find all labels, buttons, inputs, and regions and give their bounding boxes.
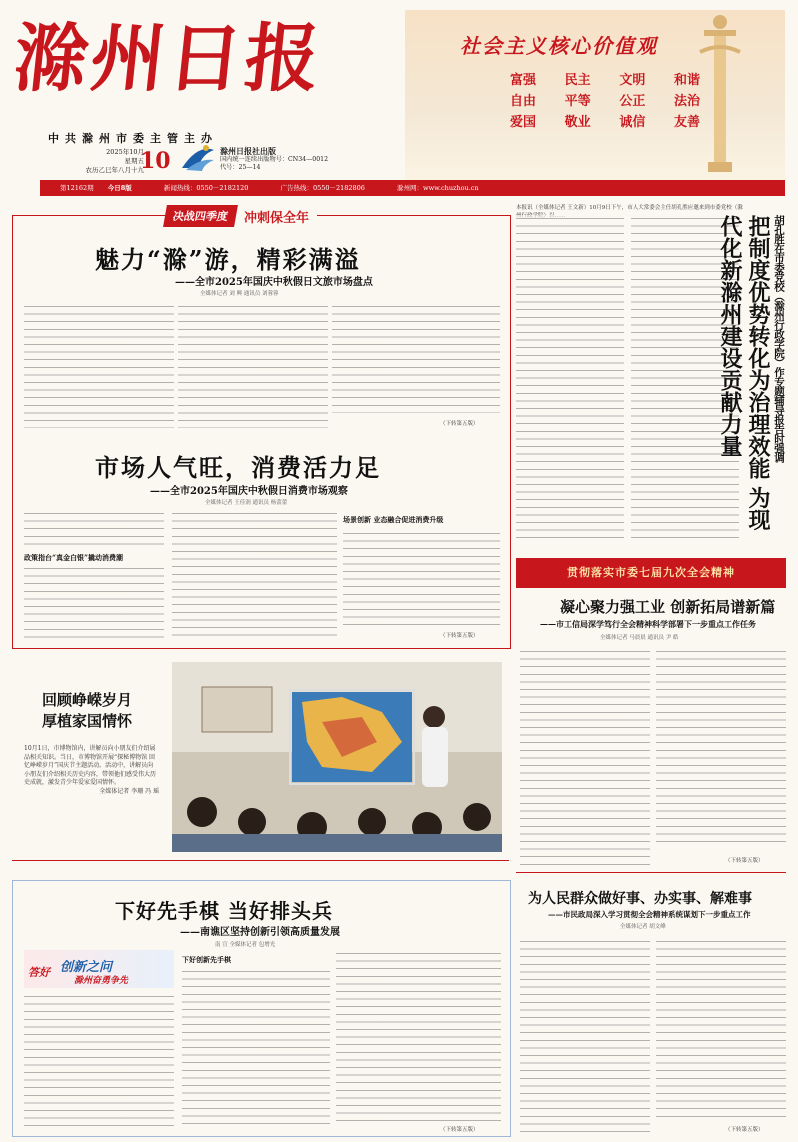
article1-subhead: ——全市2025年国庆中秋假日文旅市场盘点 [175,277,373,288]
issue-number: 第12162期 [60,184,94,192]
section-banner: 贯彻落实市委七届九次全会精神 [516,558,786,588]
article4-body-col2 [182,968,330,1128]
article2-body-col1b [24,565,164,641]
date-line: 2025年10月 [106,148,144,156]
article6-subhead: ——市工信局深学笃行全会精神科学部署下一步重点工作任务 [540,619,756,629]
value-item: 诚信 [619,115,646,130]
article7-body-col2 [656,938,786,1118]
core-values-panel [405,10,785,180]
article3-caption-text: 10月1日，市博物馆内，讲解员向小朋友们介绍展品相关知识。当日，市博物馆开展“探秘博物馆 回忆峥嵘岁月”国庆节主题活动。活动中，讲解员向小朋友们介绍相关历史内容，带领他们感受伟大历史成就，激发青少年爱家爱国情怀。 [24,745,157,787]
value-item: 友善 [673,115,700,130]
article1-continued[interactable]: （下转第五版） [440,421,479,427]
article6-continued[interactable]: （下转第五版） [725,858,764,864]
article3-headline-line1: 回顾峥嵘岁月 [42,691,133,709]
article2-headline[interactable]: 市场人气旺，消费活力足 [95,453,381,482]
article3-headline-line2: 厚植家国情怀 [42,712,133,730]
value-item: 和谐 [673,73,700,88]
article2-sidehead-2: 场景创新 业态融合促进消费升级 [343,515,444,524]
values-slogan: 社会主义核心价值观 [460,34,658,58]
article2-body-col3 [343,530,500,630]
article4-inner-head: 下好创新先手棋 [182,955,231,964]
article7-subhead: ——市民政局深入学习贯彻全会精神系统谋划下一步重点工作 [548,910,751,919]
article3-caption [24,745,159,797]
article5-kicker: 胡孔胜在市委党校（滁州行政学院）作专题辅导报告时强调 [773,215,785,462]
article6-headline[interactable]: 凝心聚力强工业 创新拓局谱新篇 [560,598,776,616]
article1-byline: 全媒体记者 刘 興 通讯员 刘蓉蓉 [200,291,279,297]
article7-headline[interactable]: 为人民群众做好事、办实事、解难事 [528,891,752,907]
article7-body-col1 [520,938,650,1133]
website[interactable]: 滁州网：www.chuzhou.cn [397,184,479,192]
values-row-2 [510,91,700,112]
news-hotline: 新闻热线：0550－2182120 [163,184,249,192]
ad-hotline: 广告热线：0550－2182806 [280,184,365,192]
column-tag-1: 答好 [28,966,50,979]
weekday: 星期五 [124,157,144,165]
column-logo [24,950,174,988]
campaign-right: 冲刺保全年 [236,205,317,227]
article4-subhead: ——南谯区坚持创新引领高质量发展 [180,927,340,938]
postal-code: 代号：25—14 [220,164,261,171]
value-item: 民主 [564,73,591,88]
newspaper-title: 滁州日报 [9,16,327,102]
article2-sidehead-1: 政策指台“真金白银”撬动消费潮 [24,553,124,562]
sponsor-line: 中共滁州市委主管主办 [48,132,218,145]
article7-continued[interactable]: （下转第五版） [725,1127,764,1133]
cn-number: 国内统一连续出版物号：CN34—0012 [220,155,329,163]
article5-lead-text: 本报讯（全媒体记者 王文新）10月9日下午，市人大常委会主任胡孔胜应邀来到市委党校（滁 [516,205,743,211]
edition-count: 今日8版 [107,184,132,192]
info-bar [40,180,785,196]
article1-body-col1 [24,303,174,428]
column-tag-3: 滁州奋勇争先 [74,976,129,986]
values-row-1 [510,70,700,91]
value-item: 自由 [510,94,537,109]
article4-byline: 南 宣 全媒体记者 包增光 [215,942,276,948]
article2-continued[interactable]: （下转第五版） [440,633,479,639]
article1-headline[interactable]: 魅力“滁”游，精彩满溢 [95,245,361,274]
article2-body-col2 [172,510,337,640]
museum-photo [172,662,502,852]
value-item: 公正 [619,94,646,109]
article2-subhead: ——全市2025年国庆中秋假日消费市场观察 [150,486,348,497]
article5-headline: 把制度优势转化为治理效能 为现代化新滁州建设贡献力量 [717,215,771,531]
values-row-3 [510,112,700,133]
publisher-name: 滁州日报社出版 [220,146,276,156]
date-block [64,148,144,175]
article1-body-col3 [332,303,500,413]
values-grid [510,70,700,133]
article2-body-col1a [24,510,164,546]
campaign-banner [165,205,317,227]
article6-byline: 全媒体记者 马晨晨 通讯员 尹 皓 [600,635,679,641]
article3-byline: 全媒体记者 李珊 冯 瑶 [99,787,159,795]
article4-headline[interactable]: 下好先手棋 当好排头兵 [115,899,333,923]
value-item: 富强 [510,73,537,88]
divider [516,872,786,873]
article5-body-col1 [516,215,624,545]
day-number: 10 [140,148,171,174]
article4-body-col1 [24,993,174,1128]
newspaper-emblem-icon [178,140,218,174]
article1-body-col2 [178,303,328,428]
article3-headline [42,690,132,732]
lunar-date: 农历乙巳年八月十九 [85,166,144,174]
value-item: 敬业 [564,115,591,130]
value-item: 法治 [673,94,700,109]
article5-headline-vertical[interactable] [712,215,787,545]
campaign-left: 决战四季度 [163,205,238,227]
value-item: 爱国 [510,115,537,130]
article4-continued[interactable]: （下转第五版） [440,1127,479,1133]
article7-byline: 全媒体记者 胡文峰 [620,924,666,930]
article4-body-col3 [336,950,501,1122]
article6-body-col1 [520,648,650,866]
column-tag-2: 创新之问 [60,960,113,975]
article6-body-col2 [656,648,786,848]
publisher-block [220,147,328,173]
article2-byline: 全媒体记者 王佳润 通讯员 杨蕾蕾 [205,500,288,506]
value-item: 文明 [619,73,646,88]
article5-area [516,205,742,551]
value-item: 平等 [564,94,591,109]
